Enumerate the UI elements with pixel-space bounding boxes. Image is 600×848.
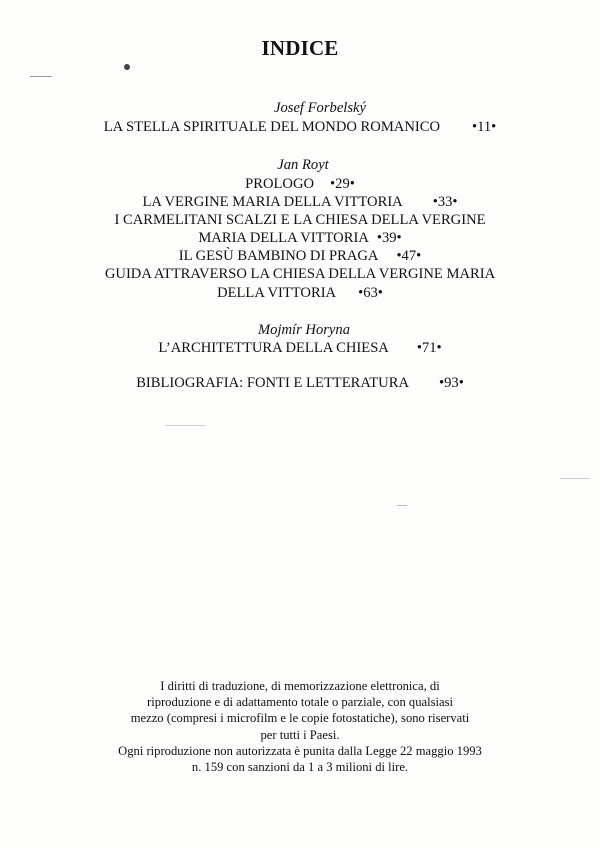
toc-entry-page: •11•: [472, 119, 497, 135]
copyright-notice: [0, 678, 600, 775]
toc-entry-page: •71•: [416, 340, 442, 356]
toc-entry: [0, 175, 600, 193]
toc-entry-title: DELLA VITTORIA: [217, 285, 337, 301]
copyright-line: mezzo (compresi i microfilm e le copie fotostatiche), sono riservati: [130, 711, 470, 726]
toc-entry-page: •33•: [432, 194, 458, 210]
toc-entry-title: BIBLIOGRAFIA: FONTI E LETTERATURA: [136, 375, 409, 391]
copyright-line: n. 159 con sanzioni da 1 a 3 milioni di lire.: [191, 760, 409, 775]
toc-entry-title: GUIDA ATTRAVERSO LA CHIESA DELLA VERGINE MARIA: [104, 266, 496, 282]
toc-entry-title: I CARMELITANI SCALZI E LA CHIESA DELLA VERGINE: [114, 212, 486, 228]
copyright-line: I diritti di traduzione, di memorizzazione elettronica, di: [160, 679, 440, 693]
scan-speck: [560, 478, 590, 479]
toc-entry-page: •93•: [439, 375, 464, 391]
author-name: Josef Forbelský: [274, 100, 366, 116]
scan-speck: [124, 64, 130, 70]
toc-entry-page: •63•: [358, 285, 383, 301]
toc-entry: [0, 118, 600, 136]
scan-speck: [165, 425, 205, 426]
page-title: INDICE: [261, 36, 339, 60]
toc-entry-title: LA VERGINE MARIA DELLA VITTORIA: [142, 194, 403, 210]
toc-entry-page: •47•: [396, 248, 422, 264]
copyright-line: Ogni riproduzione non autorizzata è punita dalla Legge 22 maggio 1993: [118, 743, 482, 758]
toc-entry-title: MARIA DELLA VITTORIA: [198, 230, 369, 246]
toc-entry: [0, 211, 600, 229]
toc-entry: [0, 229, 600, 247]
toc-entry-title: IL GESÙ BAMBINO DI PRAGA: [178, 248, 379, 264]
copyright-line: riproduzione e di adattamento totale o parziale, con qualsiasi: [147, 695, 453, 710]
toc-entry: [0, 374, 600, 392]
toc-entry-title: L’ARCHITETTURA DELLA CHIESA: [158, 340, 389, 356]
toc-entry-page: •39•: [376, 230, 402, 246]
author-name: Mojmír Horyna: [257, 322, 351, 338]
toc-entry-title: LA STELLA SPIRITUALE DEL MONDO ROMANICO: [103, 119, 441, 135]
author-name: Jan Royt: [277, 157, 329, 173]
scan-speck: [397, 505, 407, 506]
toc-entry-title: PROLOGO: [245, 176, 315, 192]
scan-speck: [30, 76, 52, 77]
toc-entry-page: •29•: [330, 176, 355, 192]
toc-entry: [0, 247, 600, 265]
toc-entry: [0, 265, 600, 283]
toc-entry: [0, 284, 600, 302]
copyright-line: per tutti i Paesi.: [260, 727, 340, 742]
toc-entry: [0, 193, 600, 211]
toc-entry: [0, 339, 600, 357]
